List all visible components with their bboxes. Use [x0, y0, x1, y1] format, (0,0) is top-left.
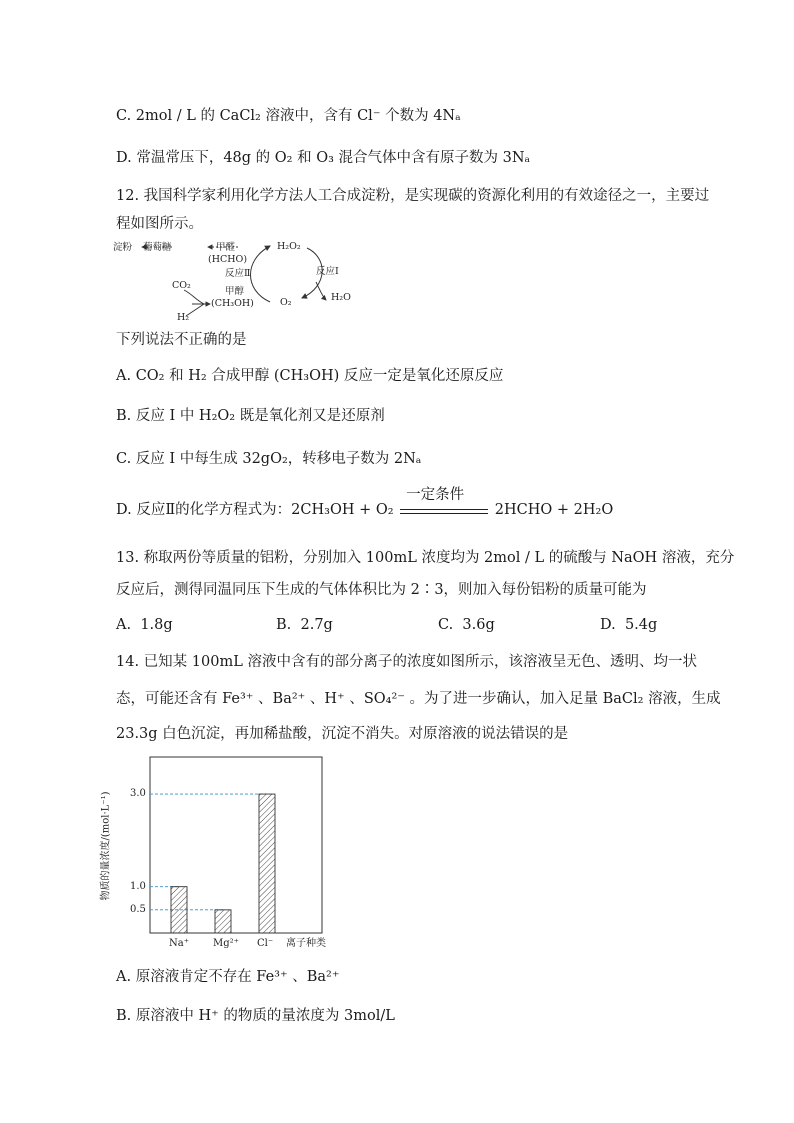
q14-stem-line3: 23.3g 白色沉淀，再加稀盐酸，沉淀不消失。对原溶液的说法错误的是 — [116, 726, 569, 742]
q12-option-b: B. 反应 I 中 H₂O₂ 既是氧化剂又是还原剂 — [116, 408, 385, 424]
q13-option-d-letter: D. — [600, 617, 616, 633]
equation-double-line — [400, 509, 488, 514]
chart-bar — [259, 794, 275, 933]
q11-option-d: D. 常温常压下，48g 的 O₂ 和 O₃ 混合气体中含有原子数为 3Nₐ — [116, 150, 531, 166]
chart-y-tick-label: 0.5 — [130, 903, 146, 915]
q13-option-c-value: 3.6g — [462, 617, 495, 633]
q13-option-b-letter: B. — [276, 617, 292, 633]
diagram-methanol: 甲醇 — [225, 286, 245, 297]
diagram-co2: CO₂ — [172, 280, 191, 291]
chart-bar — [215, 910, 231, 933]
diagram-methanol-formula: (CH₃OH) — [211, 298, 254, 309]
chart-x-tick-label: Cl⁻ — [257, 938, 274, 949]
chart-x-tick-label: Na⁺ — [169, 938, 189, 949]
q13-option-d — [600, 615, 657, 635]
q13-option-a — [116, 615, 173, 635]
q12-stem-line2: 程如图所示。 — [116, 216, 203, 232]
q11-option-c: C. 2mol / L 的 CaCl₂ 溶液中，含有 Cl⁻ 个数为 4Nₐ — [116, 108, 461, 124]
q12-option-d — [116, 487, 614, 520]
diagram-formaldehyde-formula: (HCHO) — [208, 254, 248, 265]
q13-option-a-value: 1.8g — [140, 617, 173, 633]
reaction2-arc — [251, 246, 271, 302]
chart-y-tick-label: 3.0 — [130, 788, 146, 800]
q13-option-b — [276, 615, 333, 635]
q13-option-a-letter: A. — [116, 617, 132, 633]
q13-stem-line2: 反应后，测得同温同压下生成的气体体积比为 2∶3，则加入每份铝粉的质量可能为 — [116, 582, 647, 598]
q14-option-a: A. 原溶液肯定不存在 Fe³⁺ 、Ba²⁺ — [116, 969, 340, 985]
q14-option-b: B. 原溶液中 H⁺ 的物质的量浓度为 3mol/L — [116, 1008, 395, 1024]
chart-x-tick-label: Mg²⁺ — [213, 938, 239, 949]
q13-option-d-value: 5.4g — [624, 617, 658, 633]
chart-x-axis-label: 离子种类 — [286, 938, 326, 949]
q12-option-a: A. CO₂ 和 H₂ 合成甲醇 (CH₃OH) 反应一定是氧化还原反应 — [116, 368, 504, 384]
q12-option-d-prefix: D. 反应Ⅱ的化学方程式为：2CH₃OH + O₂ — [116, 502, 394, 518]
diagram-starch: 淀粉 — [113, 242, 133, 253]
chart-bar — [171, 887, 187, 933]
q12-prompt: 下列说法不正确的是 — [116, 332, 247, 348]
water-branch-arrow — [316, 282, 326, 300]
diagram-h2o: H₂O — [331, 292, 351, 303]
equation-condition-group — [398, 487, 490, 520]
equation-condition: 一定条件 — [406, 487, 465, 503]
q13-option-c — [438, 615, 495, 635]
q12-option-d-suffix: 2HCHO + 2H₂O — [494, 502, 614, 518]
q14-stem-line2: 态，可能还含有 Fe³⁺ 、Ba²⁺ 、H⁺ 、SO₄²⁻ 。为了进一步确认，加入足量 BaCl₂ 溶液，生成 — [116, 691, 721, 707]
chart-y-axis-label: 物质的量浓度/(mol·L⁻¹) — [100, 791, 112, 901]
q12-option-c: C. 反应 I 中每生成 32gO₂，转移电子数为 2Nₐ — [116, 451, 422, 467]
q12-stem-line1: 12. 我国科学家利用化学方法人工合成淀粉，是实现碳的资源化利用的有效途径之一，主要过 — [116, 188, 710, 204]
q14-stem-line1: 14. 已知某 100mL 溶液中含有的部分离子的浓度如图所示，该溶液呈无色、透明、均一状 — [116, 654, 697, 670]
q13-option-c-letter: C. — [438, 617, 454, 633]
q13-stem-line1: 13. 称取两份等质量的铝粉，分别加入 100mL 浓度均为 2mol / L 的硫酸与 NaOH 溶液，充分 — [116, 550, 735, 566]
diagram-reaction1: 反应Ⅰ — [316, 266, 339, 277]
diagram-formaldehyde: 甲醛 — [216, 242, 236, 253]
diagram-o2: O₂ — [280, 297, 292, 308]
diagram-h2o2: H₂O₂ — [277, 241, 301, 252]
co2-arc — [184, 290, 204, 304]
diagram-reaction2: 反应Ⅱ — [225, 268, 251, 279]
diagram-glucose: 葡萄糖 — [143, 242, 172, 253]
q13-option-b-value: 2.7g — [300, 617, 333, 633]
chart-y-tick-label: 1.0 — [130, 880, 146, 892]
diagram-h2: H₂ — [177, 312, 190, 323]
